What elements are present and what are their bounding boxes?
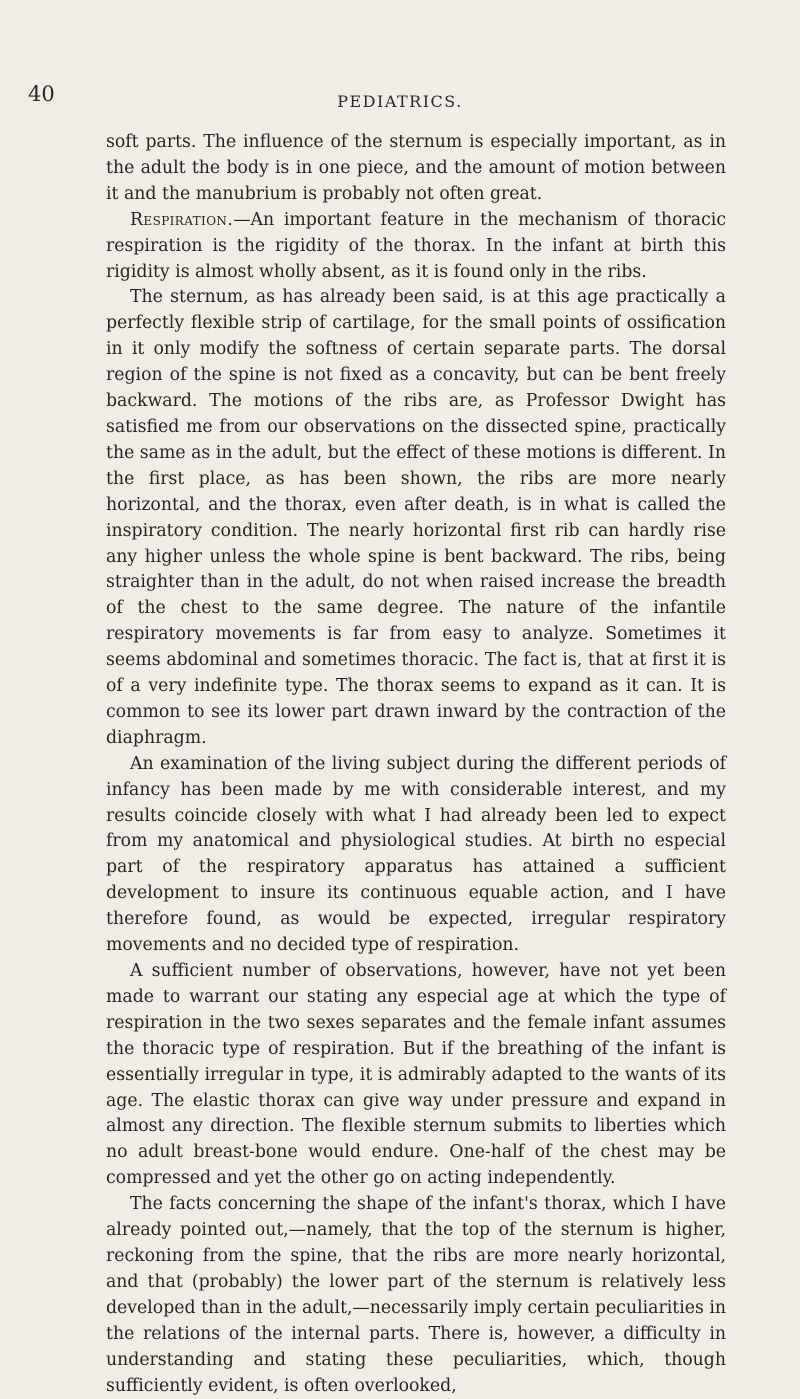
paragraph-respiration-text: —An important feature in the mechanism of thoracic respiration is the rigidity of the thorax. In the infant at birth this rigidity is almost wholly absent, as it is found only in the ribs.	[106, 209, 726, 282]
page-number: 40	[28, 82, 55, 106]
body-text	[106, 130, 726, 1399]
paragraph-1: soft parts. The influence of the sternum is especially important, as in the adult the body is in one piece, and the amount of motion between it and the manubrium is probably not often great.	[106, 132, 726, 204]
paragraph-5: A sufficient number of observations, however, have not yet been made to warrant our stating any especial age at which the type of respiration in the two sexes separates and the female infant assumes the thoracic type of respiration. But if the breathing of the infant is essentially irregular in type, it is admirably adapted to the wants of its age. The elastic thorax can give way under pressure and expand in almost any direction. The flexible sternum submits to liberties which no adult breast-bone would endure. One-half of the chest may be compressed and yet the other go on acting independently.	[106, 961, 726, 1189]
running-head: PEDIATRICS.	[337, 92, 463, 111]
paragraph-6: The facts concerning the shape of the infant's thorax, which I have already pointed out,—namely, that the top of the sternum is higher, reckoning from the spine, that the ribs are more nearly horizontal, and that (probably) the lower part of the sternum is relatively less developed than in the adult,—necessarily imply certain peculiarities in the relations of the internal parts. There is, however, a difficulty in understanding and stating these peculiarities, which, though sufficiently evident, is often overlooked,	[106, 1194, 726, 1396]
paragraph-respiration	[106, 208, 726, 286]
paragraph-4: An examination of the living subject during the different periods of infancy has been made by me with considerable interest, and my results coincide closely with what I had already been led to expect from my anatomical and physiological studies. At birth no especial part of the respiratory apparatus has attained a sufficient development to insure its continuous equable action, and I have therefore found, as would be expected, irregular respiratory movements and no decided type of respiration.	[106, 753, 726, 956]
section-heading-respiration: Respiration.	[130, 209, 234, 230]
paragraph-3: The sternum, as has already been said, is at this age practically a perfectly flexible strip of cartilage, for the small points of ossification in it only modify the softness of certain separate parts. The dorsal region of the spine is not fixed as a concavity, but can be bent freely backward. The motions of the ribs are, as Professor Dwight has satisfied me from our observations on the dissected spine, practically the same as in the adult, but the effect of these motions is different. In the first place, as has been shown, the ribs are more nearly horizontal, and the thorax, even after death, is in what is called the inspiratory condition. The nearly horizontal first rib can hardly rise any higher unless the whole spine is bent backward. The ribs, being straighter than in the adult, do not when raised increase the breadth of the chest to the same degree. The nature of the infantile respiratory movements is far from easy to analyze. Sometimes it seems abdominal and sometimes thoracic. The fact is, that at first it is of a very indefinite type. The thorax seems to expand as it can. It is common to see its lower part drawn inward by the contraction of the diaphragm.	[106, 287, 726, 748]
